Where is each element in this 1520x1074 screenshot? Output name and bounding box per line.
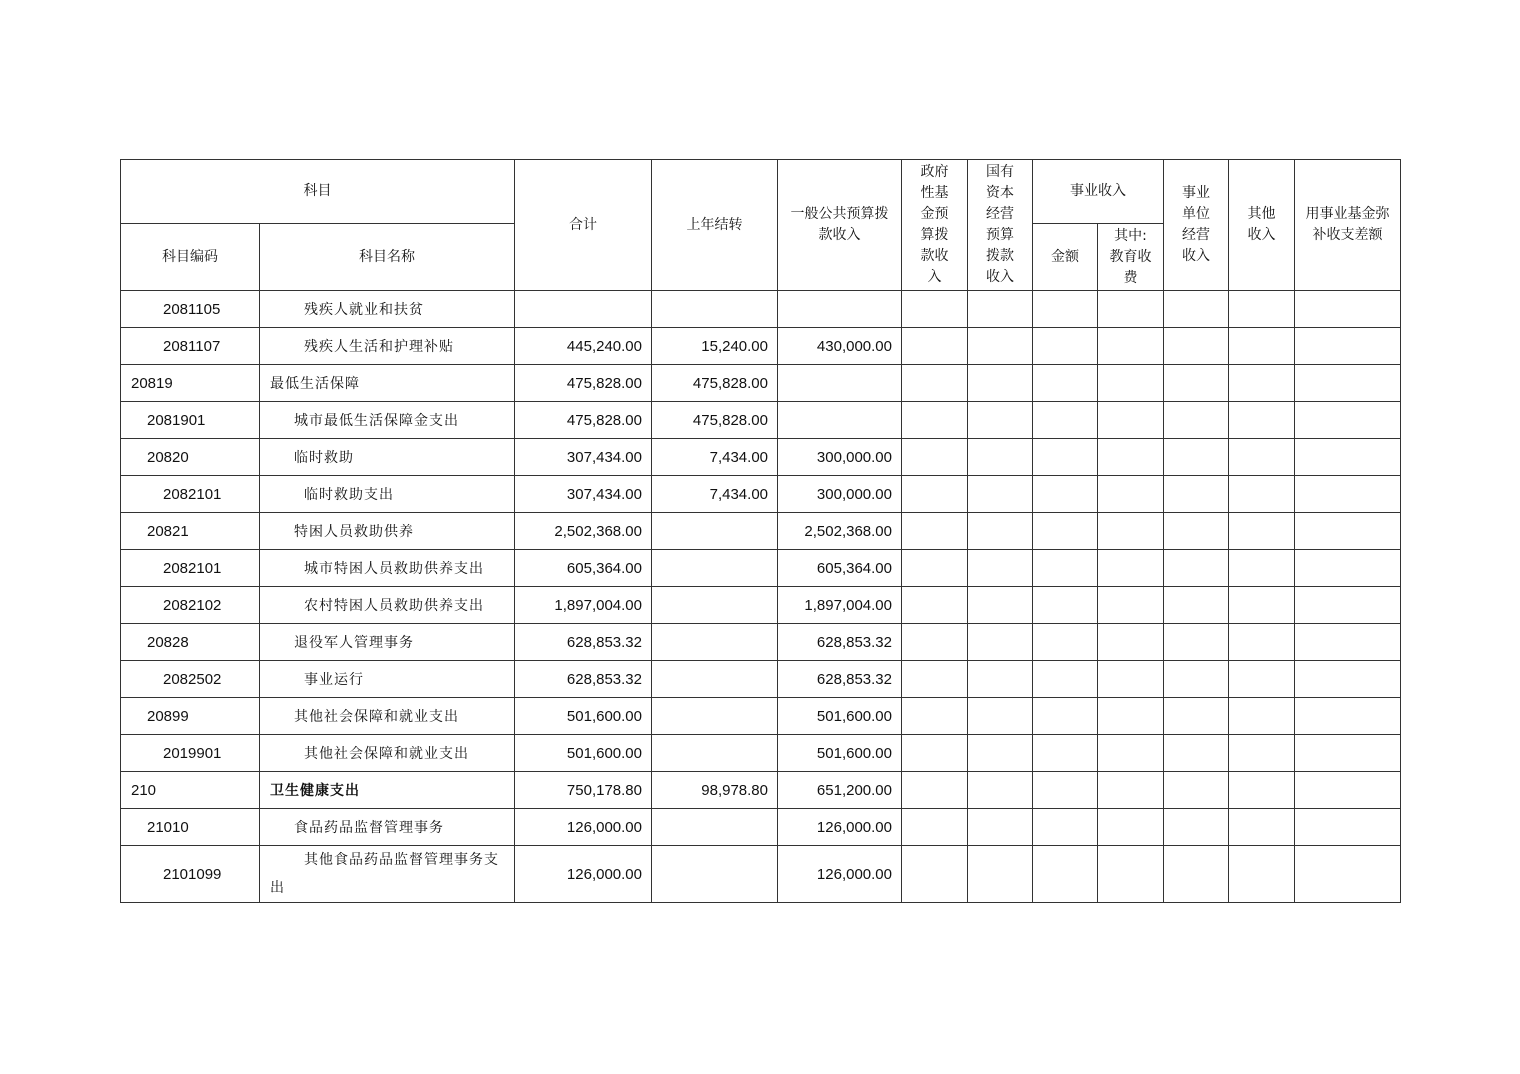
fund-supplement-cell (1295, 587, 1401, 624)
table-row (121, 365, 1401, 402)
gov-fund-cell (902, 698, 968, 735)
unit-operation-cell (1164, 439, 1229, 476)
business-amount-cell (1033, 365, 1098, 402)
general-budget-cell: 300,000.00 (778, 476, 902, 513)
table-row (121, 772, 1401, 809)
total-cell: 2,502,368.00 (515, 513, 652, 550)
table-row (121, 809, 1401, 846)
business-amount-cell (1033, 550, 1098, 587)
other-income-cell (1229, 846, 1295, 903)
header-state-capital-label: 国有资本经营预算拨款收入 (986, 164, 1014, 285)
carryover-cell: 7,434.00 (652, 439, 778, 476)
table-row (121, 328, 1401, 365)
header-subject: 科目 (121, 160, 515, 224)
subject-name-cell: 退役军人管理事务 (260, 624, 515, 661)
header-gov-fund-label: 政府性基金预算拨款收入 (920, 164, 949, 285)
subject-code-cell: 20828 (121, 624, 260, 661)
unit-operation-cell (1164, 698, 1229, 735)
total-cell: 475,828.00 (515, 365, 652, 402)
fund-supplement-cell (1295, 291, 1401, 328)
state-capital-cell (968, 439, 1033, 476)
subject-code-cell: 20899 (121, 698, 260, 735)
gov-fund-cell (902, 513, 968, 550)
state-capital-cell (968, 698, 1033, 735)
state-capital-cell (968, 513, 1033, 550)
total-cell: 750,178.80 (515, 772, 652, 809)
business-amount-cell (1033, 624, 1098, 661)
unit-operation-cell (1164, 846, 1229, 903)
table-row (121, 661, 1401, 698)
general-budget-cell (778, 402, 902, 439)
table-row (121, 291, 1401, 328)
business-amount-cell (1033, 661, 1098, 698)
education-fee-cell (1098, 624, 1164, 661)
subject-code-cell: 2081107 (121, 328, 260, 365)
unit-operation-cell (1164, 550, 1229, 587)
table-row (121, 513, 1401, 550)
gov-fund-cell (902, 365, 968, 402)
total-cell: 605,364.00 (515, 550, 652, 587)
header-fund-supplement-label: 用事业基金弥补收支差额 (1305, 206, 1390, 243)
subject-code-cell: 210 (121, 772, 260, 809)
general-budget-cell: 605,364.00 (778, 550, 902, 587)
education-fee-cell (1098, 772, 1164, 809)
other-income-cell (1229, 402, 1295, 439)
unit-operation-cell (1164, 735, 1229, 772)
business-amount-cell (1033, 587, 1098, 624)
header-business-income: 事业收入 (1033, 160, 1164, 224)
carryover-cell (652, 587, 778, 624)
subject-code-cell: 21010 (121, 809, 260, 846)
fund-supplement-cell (1295, 513, 1401, 550)
subject-name-cell: 临时救助 (260, 439, 515, 476)
subject-name-cell: 特困人员救助供养 (260, 513, 515, 550)
state-capital-cell (968, 587, 1033, 624)
table-row (121, 550, 1401, 587)
total-cell: 501,600.00 (515, 698, 652, 735)
other-income-cell (1229, 735, 1295, 772)
education-fee-cell (1098, 661, 1164, 698)
table-row (121, 587, 1401, 624)
fund-supplement-cell (1295, 735, 1401, 772)
budget-table-sheet (120, 159, 1400, 903)
education-fee-cell (1098, 402, 1164, 439)
general-budget-cell: 501,600.00 (778, 698, 902, 735)
subject-name-cell: 城市最低生活保障金支出 (260, 402, 515, 439)
gov-fund-cell (902, 402, 968, 439)
education-fee-cell (1098, 328, 1164, 365)
general-budget-cell (778, 291, 902, 328)
other-income-cell (1229, 550, 1295, 587)
education-fee-cell (1098, 291, 1164, 328)
total-cell: 126,000.00 (515, 809, 652, 846)
total-cell: 445,240.00 (515, 328, 652, 365)
unit-operation-cell (1164, 328, 1229, 365)
carryover-cell (652, 624, 778, 661)
subject-name-cell: 其他社会保障和就业支出 (260, 698, 515, 735)
other-income-cell (1229, 661, 1295, 698)
header-general-budget (778, 160, 902, 291)
other-income-cell (1229, 772, 1295, 809)
subject-code-cell: 2082502 (121, 661, 260, 698)
state-capital-cell (968, 402, 1033, 439)
header-unit-operation (1164, 160, 1229, 291)
general-budget-cell: 126,000.00 (778, 809, 902, 846)
subject-code-cell: 2082102 (121, 587, 260, 624)
unit-operation-cell (1164, 587, 1229, 624)
subject-code-cell: 2082101 (121, 476, 260, 513)
table-row (121, 439, 1401, 476)
fund-supplement-cell (1295, 698, 1401, 735)
header-unit-operation-label: 事业单位经营收入 (1182, 185, 1210, 264)
table-row (121, 735, 1401, 772)
subject-name-cell: 事业运行 (260, 661, 515, 698)
general-budget-cell: 2,502,368.00 (778, 513, 902, 550)
table-row (121, 698, 1401, 735)
budget-table (120, 159, 1401, 903)
education-fee-cell (1098, 550, 1164, 587)
business-amount-cell (1033, 846, 1098, 903)
other-income-cell (1229, 328, 1295, 365)
gov-fund-cell (902, 328, 968, 365)
subject-name-cell: 残疾人生活和护理补贴 (260, 328, 515, 365)
total-cell: 1,897,004.00 (515, 587, 652, 624)
subject-code-cell: 2081105 (121, 291, 260, 328)
carryover-cell (652, 661, 778, 698)
unit-operation-cell (1164, 624, 1229, 661)
header-gov-fund (902, 160, 968, 291)
unit-operation-cell (1164, 402, 1229, 439)
header-other-income-label: 其他收入 (1247, 206, 1276, 243)
gov-fund-cell (902, 550, 968, 587)
state-capital-cell (968, 661, 1033, 698)
table-row (121, 476, 1401, 513)
other-income-cell (1229, 365, 1295, 402)
fund-supplement-cell (1295, 772, 1401, 809)
total-cell (515, 291, 652, 328)
subject-code-cell: 20819 (121, 365, 260, 402)
other-income-cell (1229, 624, 1295, 661)
gov-fund-cell (902, 735, 968, 772)
total-cell: 126,000.00 (515, 846, 652, 903)
gov-fund-cell (902, 439, 968, 476)
subject-code-cell: 2019901 (121, 735, 260, 772)
general-budget-cell: 430,000.00 (778, 328, 902, 365)
header-total: 合计 (515, 160, 652, 291)
subject-code-cell: 20820 (121, 439, 260, 476)
education-fee-cell (1098, 698, 1164, 735)
unit-operation-cell (1164, 476, 1229, 513)
state-capital-cell (968, 476, 1033, 513)
education-fee-cell (1098, 735, 1164, 772)
carryover-cell: 7,434.00 (652, 476, 778, 513)
gov-fund-cell (902, 846, 968, 903)
fund-supplement-cell (1295, 476, 1401, 513)
general-budget-cell: 651,200.00 (778, 772, 902, 809)
education-fee-cell (1098, 513, 1164, 550)
state-capital-cell (968, 291, 1033, 328)
state-capital-cell (968, 365, 1033, 402)
other-income-cell (1229, 698, 1295, 735)
subject-name-cell: 其他社会保障和就业支出 (260, 735, 515, 772)
carryover-cell (652, 291, 778, 328)
other-income-cell (1229, 291, 1295, 328)
education-fee-cell (1098, 439, 1164, 476)
header-general-budget-label: 一般公共预算拨款收入 (790, 206, 889, 243)
subject-name-cell: 残疾人就业和扶贫 (260, 291, 515, 328)
general-budget-cell: 300,000.00 (778, 439, 902, 476)
gov-fund-cell (902, 809, 968, 846)
fund-supplement-cell (1295, 402, 1401, 439)
business-amount-cell (1033, 698, 1098, 735)
subject-code-cell: 2081901 (121, 402, 260, 439)
unit-operation-cell (1164, 291, 1229, 328)
state-capital-cell (968, 809, 1033, 846)
subject-name-cell: 农村特困人员救助供养支出 (260, 587, 515, 624)
business-amount-cell (1033, 439, 1098, 476)
carryover-cell: 15,240.00 (652, 328, 778, 365)
business-amount-cell (1033, 809, 1098, 846)
carryover-cell (652, 846, 778, 903)
fund-supplement-cell (1295, 328, 1401, 365)
state-capital-cell (968, 624, 1033, 661)
education-fee-cell (1098, 846, 1164, 903)
header-subject-name: 科目名称 (260, 224, 515, 291)
unit-operation-cell (1164, 809, 1229, 846)
subject-name-cell: 食品药品监督管理事务 (260, 809, 515, 846)
header-education-fee-label: 其中:教育收费 (1109, 227, 1152, 286)
header-carryover: 上年结转 (652, 160, 778, 291)
carryover-cell: 98,978.80 (652, 772, 778, 809)
carryover-cell (652, 809, 778, 846)
unit-operation-cell (1164, 661, 1229, 698)
subject-name-cell: 其他食品药品监督管理事务支出 (260, 846, 515, 903)
table-body (121, 291, 1401, 903)
business-amount-cell (1033, 735, 1098, 772)
business-amount-cell (1033, 476, 1098, 513)
unit-operation-cell (1164, 772, 1229, 809)
subject-name-cell: 城市特困人员救助供养支出 (260, 550, 515, 587)
general-budget-cell: 628,853.32 (778, 661, 902, 698)
fund-supplement-cell (1295, 846, 1401, 903)
general-budget-cell: 628,853.32 (778, 624, 902, 661)
subject-code-cell: 2101099 (121, 846, 260, 903)
unit-operation-cell (1164, 365, 1229, 402)
carryover-cell (652, 550, 778, 587)
education-fee-cell (1098, 476, 1164, 513)
other-income-cell (1229, 476, 1295, 513)
header-education-fee (1098, 224, 1164, 291)
header-amount: 金额 (1033, 224, 1098, 291)
subject-name-cell: 临时救助支出 (260, 476, 515, 513)
table-header (121, 160, 1401, 291)
header-fund-supplement (1295, 160, 1401, 291)
business-amount-cell (1033, 513, 1098, 550)
state-capital-cell (968, 772, 1033, 809)
other-income-cell (1229, 513, 1295, 550)
general-budget-cell: 1,897,004.00 (778, 587, 902, 624)
subject-name-cell: 最低生活保障 (260, 365, 515, 402)
unit-operation-cell (1164, 513, 1229, 550)
total-cell: 307,434.00 (515, 439, 652, 476)
fund-supplement-cell (1295, 365, 1401, 402)
state-capital-cell (968, 735, 1033, 772)
fund-supplement-cell (1295, 661, 1401, 698)
fund-supplement-cell (1295, 624, 1401, 661)
education-fee-cell (1098, 809, 1164, 846)
general-budget-cell: 501,600.00 (778, 735, 902, 772)
education-fee-cell (1098, 365, 1164, 402)
other-income-cell (1229, 587, 1295, 624)
subject-code-cell: 20821 (121, 513, 260, 550)
gov-fund-cell (902, 772, 968, 809)
other-income-cell (1229, 809, 1295, 846)
gov-fund-cell (902, 661, 968, 698)
carryover-cell (652, 513, 778, 550)
education-fee-cell (1098, 587, 1164, 624)
gov-fund-cell (902, 624, 968, 661)
header-subject-code: 科目编码 (121, 224, 260, 291)
fund-supplement-cell (1295, 439, 1401, 476)
business-amount-cell (1033, 402, 1098, 439)
table-row (121, 624, 1401, 661)
carryover-cell: 475,828.00 (652, 402, 778, 439)
header-other-income (1229, 160, 1295, 291)
gov-fund-cell (902, 291, 968, 328)
total-cell: 628,853.32 (515, 624, 652, 661)
table-row (121, 846, 1401, 903)
total-cell: 501,600.00 (515, 735, 652, 772)
carryover-cell: 475,828.00 (652, 365, 778, 402)
total-cell: 307,434.00 (515, 476, 652, 513)
total-cell: 628,853.32 (515, 661, 652, 698)
state-capital-cell (968, 328, 1033, 365)
other-income-cell (1229, 439, 1295, 476)
fund-supplement-cell (1295, 809, 1401, 846)
header-state-capital (968, 160, 1033, 291)
business-amount-cell (1033, 772, 1098, 809)
fund-supplement-cell (1295, 550, 1401, 587)
state-capital-cell (968, 846, 1033, 903)
total-cell: 475,828.00 (515, 402, 652, 439)
gov-fund-cell (902, 476, 968, 513)
carryover-cell (652, 735, 778, 772)
gov-fund-cell (902, 587, 968, 624)
subject-code-cell: 2082101 (121, 550, 260, 587)
state-capital-cell (968, 550, 1033, 587)
business-amount-cell (1033, 291, 1098, 328)
general-budget-cell: 126,000.00 (778, 846, 902, 903)
general-budget-cell (778, 365, 902, 402)
subject-name-cell: 卫生健康支出 (260, 772, 515, 809)
table-row (121, 402, 1401, 439)
carryover-cell (652, 698, 778, 735)
business-amount-cell (1033, 328, 1098, 365)
